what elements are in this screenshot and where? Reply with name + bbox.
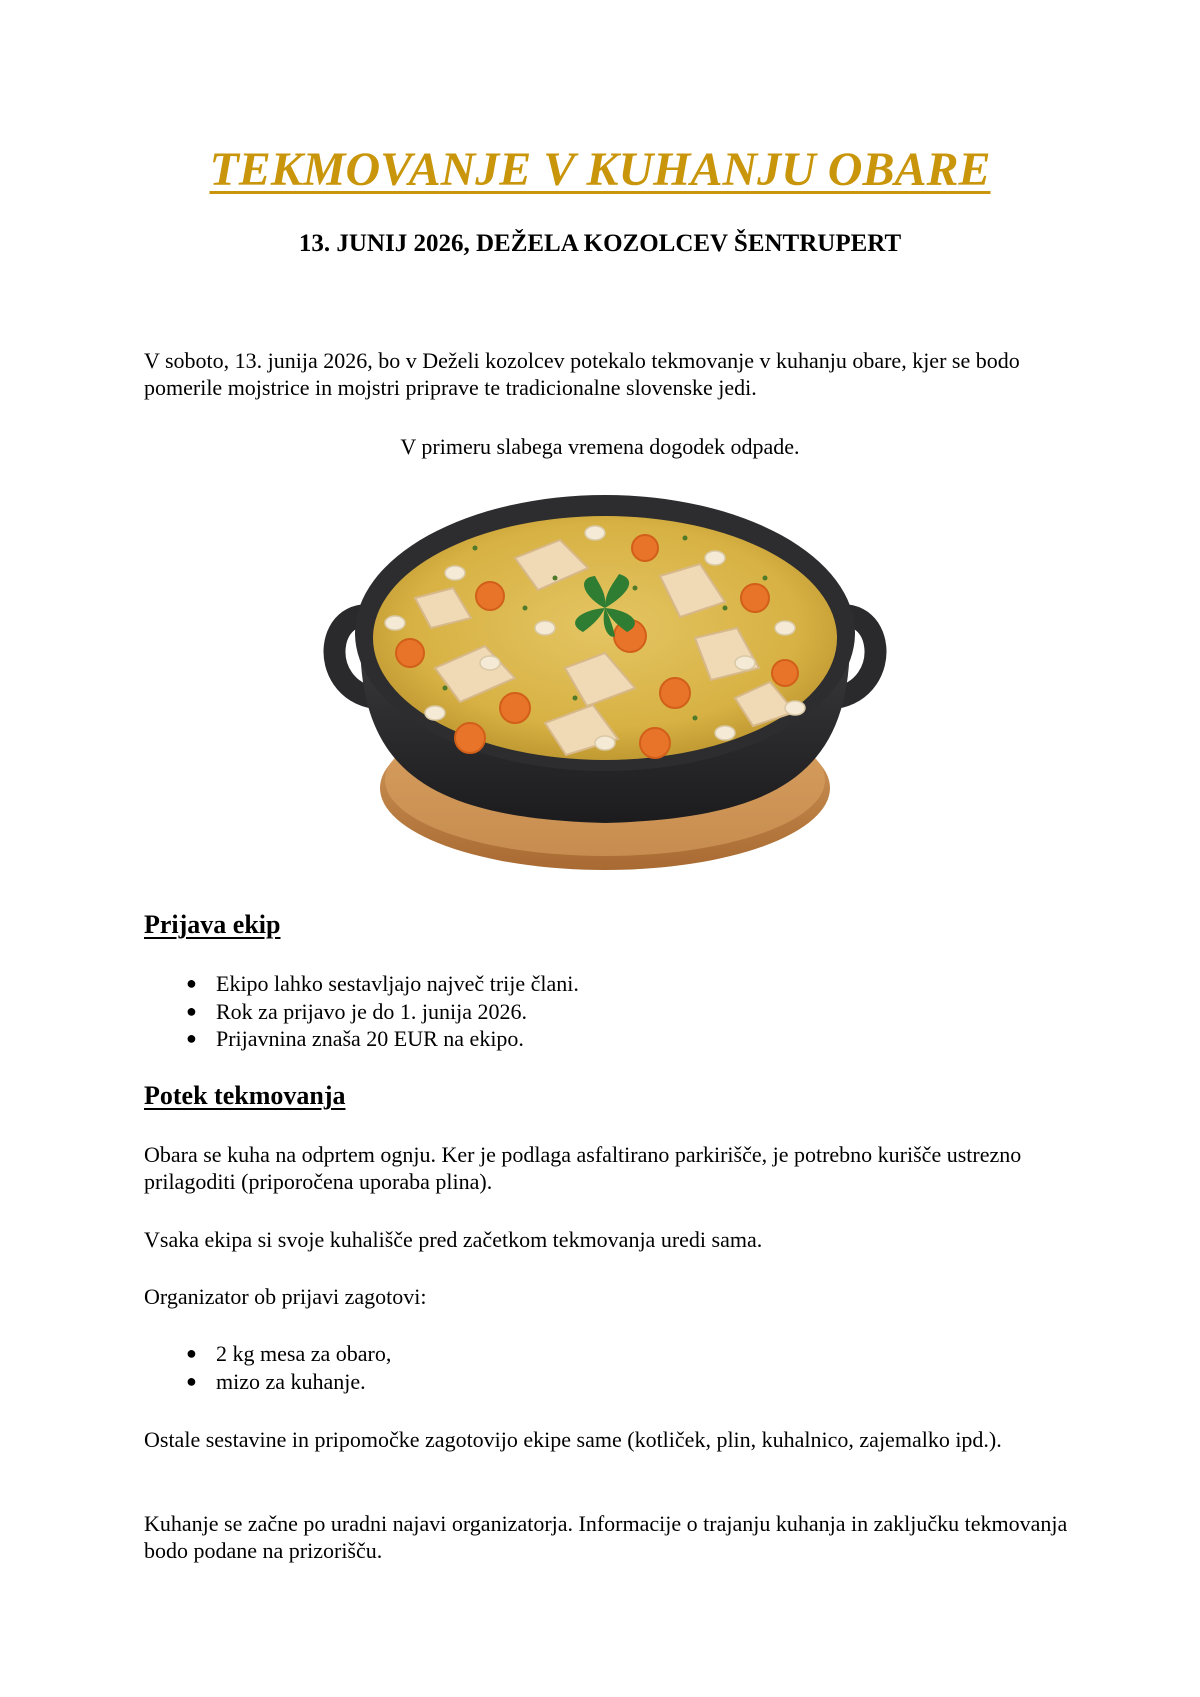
- competition-paragraph-3: Organizator ob prijavi zagotovi:: [144, 1284, 427, 1309]
- list-item: ● 2 kg mesa za obaro,: [186, 1341, 392, 1366]
- competition-heading: Potek tekmovanja: [144, 1081, 346, 1110]
- list-item: ● Prijavnina znaša 20 EUR na ekipo.: [186, 1026, 524, 1051]
- competition-paragraph-2: Vsaka ekipa si svoje kuhališče pred začetkom tekmovanja uredi sama.: [144, 1227, 763, 1252]
- competition-paragraph-5: Kuhanje se začne po uradni najavi organizatorja. Informacije o trajanju kuhanja in zaključku tekmovanja bodo podane na prizorišču.: [144, 1511, 1068, 1563]
- registration-list: [144, 970, 1044, 1053]
- competition-paragraph-1: Obara se kuha na odprtem ognju. Ker je podlaga asfaltirano parkirišče, je potrebno kurišče ustrezno prilagoditi (priporočena uporaba plina).: [144, 1142, 1022, 1194]
- competition-paragraph-4: Ostale sestavine in pripomočke zagotovijo ekipe same (kotliček, plin, kuhalnico, zajemalko ipd.).: [144, 1427, 1002, 1452]
- pot-of-stew-illustration: [315, 488, 895, 880]
- event-date-location: 13. JUNIJ 2026, DEŽELA KOZOLCEV ŠENTRUPERT: [298, 230, 902, 257]
- list-item: ● mizo za kuhanje.: [186, 1368, 366, 1394]
- intro-paragraph: V soboto, 13. junija 2026, bo v Deželi kozolcev potekalo tekmovanje v kuhanju obare, kjer se bodo pomerile mojstrice in mojstri priprave te tradicionalne slovenske jedi.: [144, 348, 1020, 400]
- page-title: TEKMOVANJE V KUHANJU OBARE: [209, 143, 991, 196]
- list-item: ● Rok za prijavo je do 1. junija 2026.: [186, 998, 527, 1024]
- weather-note: V primeru slabega vremena dogodek odpade.: [400, 434, 800, 459]
- list-item: ● Ekipo lahko sestavljajo največ trije člani.: [186, 971, 579, 996]
- provided-items-list: [144, 1340, 1044, 1395]
- registration-heading: Prijava ekip: [144, 910, 281, 939]
